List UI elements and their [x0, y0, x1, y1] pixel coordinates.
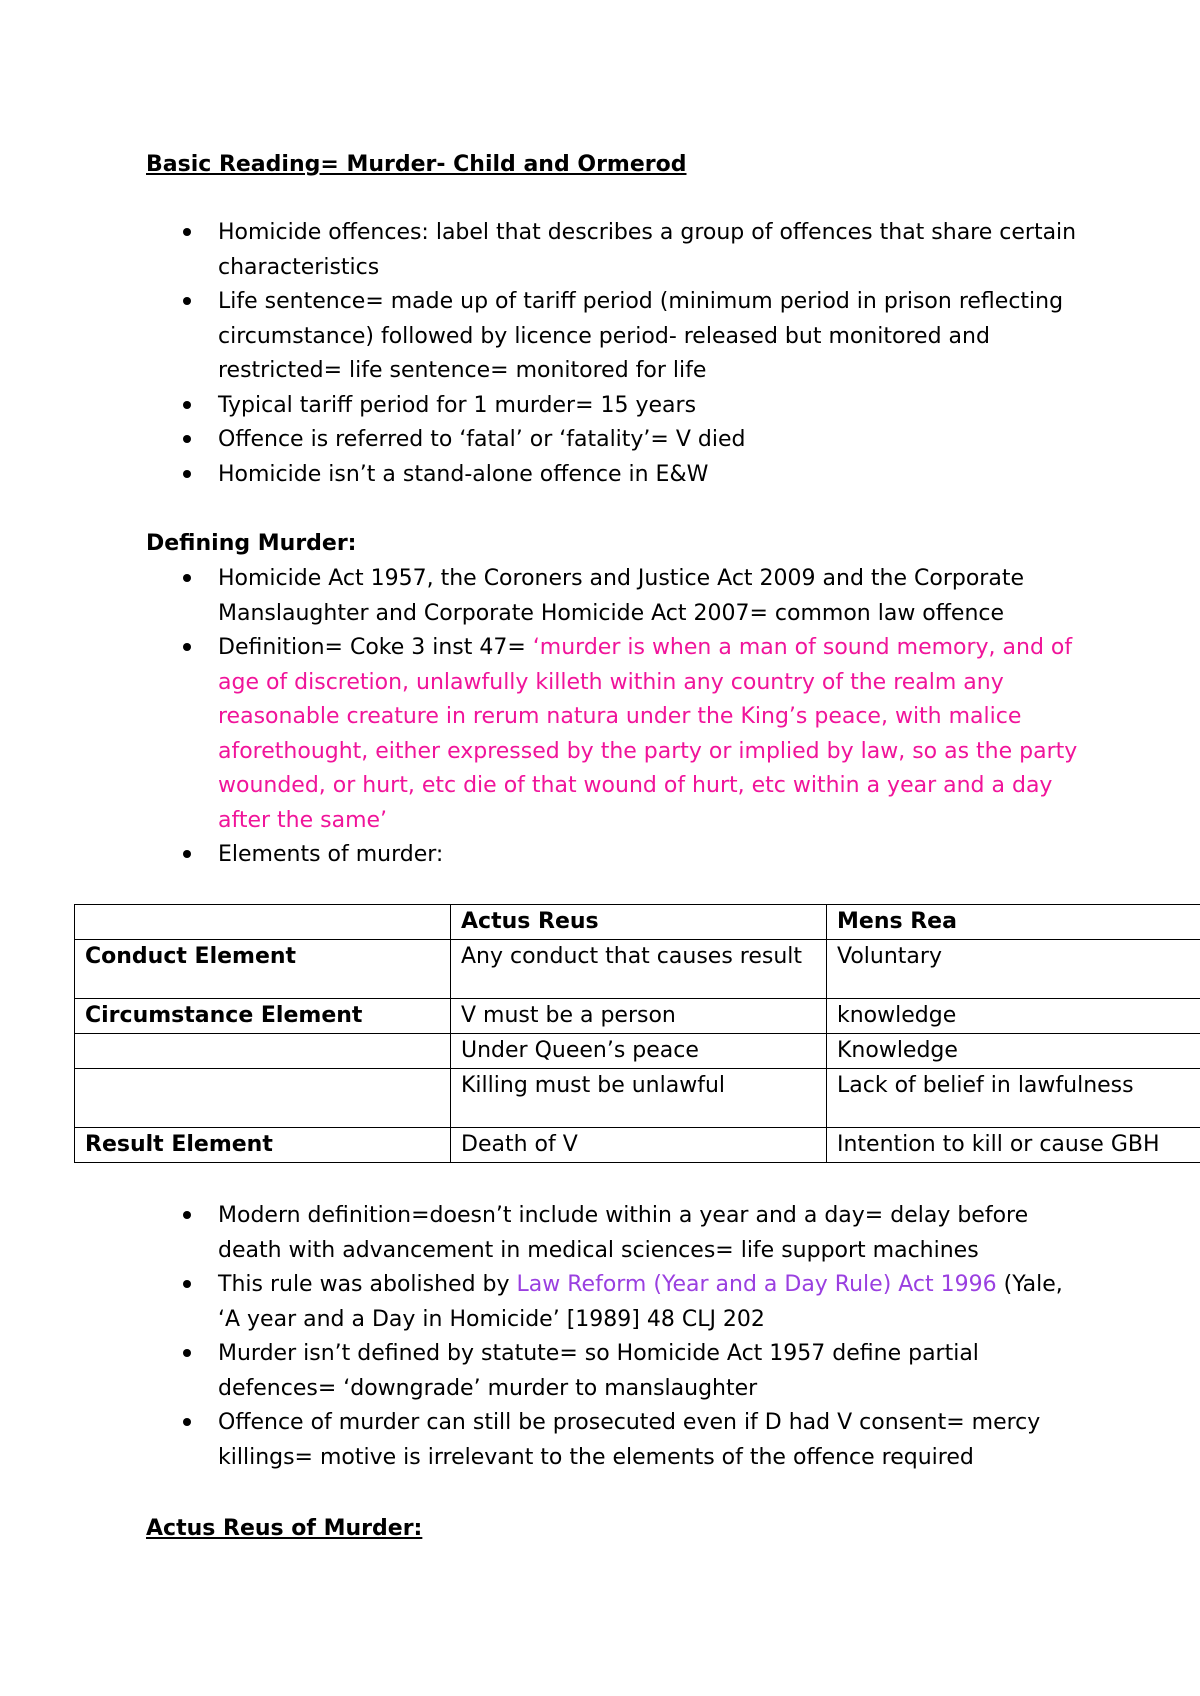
table-header-row — [75, 905, 1200, 940]
list-item: Homicide offences: label that describes a group of offences that share certain characteristics — [0, 216, 1078, 285]
table-cell: Intention to kill or cause GBH — [827, 1128, 1200, 1163]
table-header-actus-reus: Actus Reus — [451, 905, 827, 940]
table-cell: V must be a person — [451, 999, 827, 1034]
table-header-mens-rea: Mens Rea — [827, 905, 1200, 940]
table-cell: Killing must be unlawful — [451, 1069, 827, 1128]
abolition-prefix: This rule was abolished by — [218, 1272, 517, 1297]
abolition-citation: (Yale, ‘A year and a Day in Homicide’ [1989] 48 CLJ 202 — [218, 1272, 1063, 1332]
basic-reading-list — [0, 216, 1100, 492]
list-item: Life sentence= made up of tariff period (minimum period in prison reflecting circumstance) followed by licence period- released but monitored and restricted= life sentence= monitored for life — [0, 285, 1078, 389]
table-cell: Death of V — [451, 1128, 827, 1163]
table-row — [75, 999, 1200, 1034]
statute-reference: Law Reform (Year and a Day Rule) Act 1996 — [516, 1272, 997, 1297]
table-cell: knowledge — [827, 999, 1200, 1034]
table-row-label — [75, 1034, 451, 1069]
list-item: Homicide Act 1957, the Coroners and Justice Act 2009 and the Corporate Manslaughter and Corporate Homicide Act 2007= common law offence — [0, 562, 1078, 631]
list-item: Typical tariff period for 1 murder= 15 years — [0, 389, 1078, 424]
table-cell: Lack of belief in lawfulness — [827, 1069, 1200, 1128]
table-cell: Voluntary — [827, 940, 1200, 999]
table-row-label — [75, 1069, 451, 1128]
coke-definition-quote: ‘murder is when a man of sound memory, and of age of discretion, unlawfully killeth within any country of the realm any reasonable creature in rerum natura under the King’s peace, with malice aforethought, either expressed by the party or implied by law, so as the party wounded, or hurt, etc die of that wound of hurt, etc within a year and a day after the same’ — [218, 635, 1078, 833]
list-item: Offence of murder can still be prosecuted even if D had V consent= mercy killings= motive is irrelevant to the elements of the offence required — [0, 1406, 1078, 1475]
list-item-definition — [0, 631, 1078, 838]
table-row-label: Circumstance Element — [75, 999, 451, 1034]
table-row-label: Result Element — [75, 1128, 451, 1163]
table-cell: Knowledge — [827, 1034, 1200, 1069]
heading-basic-reading: Basic Reading= Murder- Child and Ormerod — [146, 152, 687, 177]
elements-of-murder-table — [74, 904, 1200, 1163]
heading-defining-murder: Defining Murder: — [146, 531, 357, 556]
definition-prefix: Definition= Coke 3 inst 47= — [218, 635, 533, 660]
list-item: Offence is referred to ‘fatal’ or ‘fatality’= V died — [0, 423, 1078, 458]
table-row-label: Conduct Element — [75, 940, 451, 999]
list-item: Modern definition=doesn’t include within a year and a day= delay before death with advancement in medical sciences= life support machines — [0, 1199, 1078, 1268]
list-item: Murder isn’t defined by statute= so Homicide Act 1957 define partial defences= ‘downgrade’ murder to manslaughter — [0, 1337, 1078, 1406]
list-item: Elements of murder: — [0, 838, 1078, 873]
table-row — [75, 1069, 1200, 1128]
table-row — [75, 940, 1200, 999]
table-cell — [75, 905, 451, 940]
table-cell: Under Queen’s peace — [451, 1034, 827, 1069]
list-item: Homicide isn’t a stand-alone offence in E&W — [0, 458, 1078, 493]
table-row — [75, 1034, 1200, 1069]
table-cell: Any conduct that causes result — [451, 940, 827, 999]
modern-definition-list — [0, 1199, 1100, 1475]
heading-actus-reus: Actus Reus of Murder: — [146, 1516, 423, 1541]
table-row — [75, 1128, 1200, 1163]
list-item-abolition — [0, 1268, 1078, 1337]
defining-murder-list — [0, 562, 1100, 873]
